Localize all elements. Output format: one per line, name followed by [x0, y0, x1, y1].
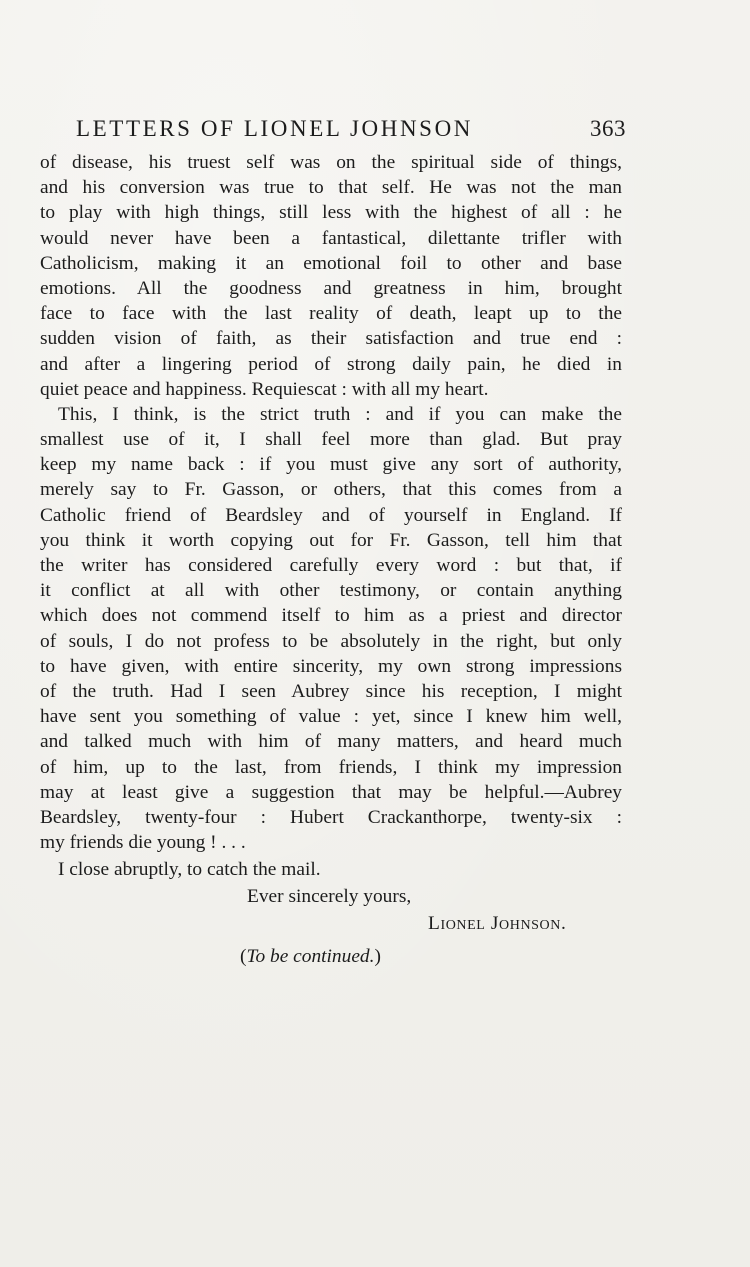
text-line: it conflict at all with other testimony, or contain anything: [40, 580, 622, 602]
text-line: which does not commend itself to him as a priest and director: [40, 605, 622, 627]
text-line: merely say to Fr. Gasson, or others, that this comes from a: [40, 479, 622, 501]
valediction: Ever sincerely yours,: [247, 886, 412, 907]
paren-open: (: [240, 946, 247, 967]
text-line: and his conversion was true to that self. He was not the man: [40, 177, 622, 199]
text-line: and talked much with him of many matters, and heard much: [40, 731, 622, 753]
text-line: of disease, his truest self was on the spiritual side of things,: [40, 152, 622, 173]
running-head-title: LETTERS OF LIONEL JOHNSON: [76, 116, 473, 141]
text-line: emotions. All the goodness and greatness in him, brought: [40, 277, 622, 299]
text-line: smallest use of it, I shall feel more than glad. But pray: [40, 429, 622, 451]
text-line: face to face with the last reality of death, leapt up to the: [40, 303, 622, 325]
text-line: This, I think, is the strict truth : and if you can make the: [58, 403, 622, 425]
letter-body: [40, 150, 622, 855]
signature: Lionel Johnson.: [428, 913, 567, 934]
text-line: Catholicism, making it an emotional foil to other and base: [40, 252, 622, 274]
text-line: Beardsley, twenty-four : Hubert Crackanthorpe, twenty-six :: [40, 806, 622, 828]
closing-line: I close abruptly, to catch the mail.: [58, 859, 321, 880]
text-line: you think it worth copying out for Fr. Gasson, tell him that: [40, 529, 622, 551]
text-line: quiet peace and happiness. Requiescat : with all my heart.: [40, 378, 489, 400]
text-line: to have given, with entire sincerity, my own strong impressions: [40, 655, 622, 677]
to-be-continued-note: [240, 944, 381, 969]
text-line: my friends die young ! . . .: [40, 832, 246, 854]
text-line: to play with high things, still less with the highest of all : he: [40, 202, 622, 224]
text-line: of souls, I do not profess to be absolutely in the right, but only: [40, 630, 622, 652]
continued-text: To be continued.: [246, 946, 375, 967]
text-line: of him, up to the last, from friends, I think my impression: [40, 756, 622, 778]
text-line: and after a lingering period of strong daily pain, he died in: [40, 353, 622, 375]
text-line: Catholic friend of Beardsley and of yourself in England. If: [40, 504, 622, 526]
text-line: the writer has considered carefully every word : but that, if: [40, 555, 622, 576]
text-line: would never have been a fantastical, dilettante trifler with: [40, 227, 622, 249]
page-number: 363: [590, 116, 626, 141]
paren-close: ): [374, 946, 381, 967]
running-head: [76, 112, 626, 146]
text-line: of the truth. Had I seen Aubrey since his reception, I might: [40, 680, 622, 702]
text-line: sudden vision of faith, as their satisfaction and true end :: [40, 328, 622, 350]
text-line: may at least give a suggestion that may be helpful.—Aubrey: [40, 781, 622, 803]
text-line: have sent you something of value : yet, since I knew him well,: [40, 706, 622, 728]
text-line: keep my name back : if you must give any sort of authority,: [40, 454, 622, 476]
